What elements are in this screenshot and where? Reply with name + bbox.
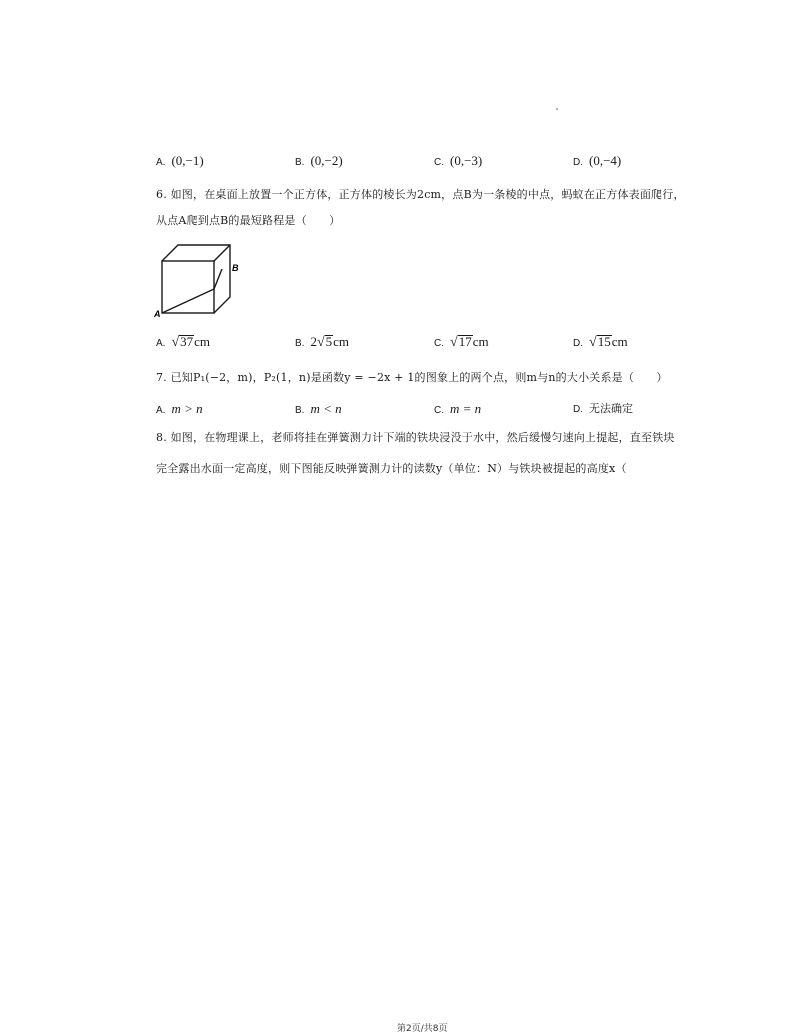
page-footer: 第2页/共8页 [397,1024,448,1034]
q5-option-a: A. (0,−1) [156,153,204,168]
q5-option-b: B. (0,−2) [295,153,343,168]
cube-front-face [162,261,214,313]
q7-option-b: B. m < n [295,401,342,416]
scan-speck [556,108,558,110]
q7-option-c: C. m = n [434,401,482,416]
q8-text-line2: 完全露出水面一定高度，则下图能反映弹簧测力计的读数y（单位：N）与铁块被提起的高度x（ [156,462,627,475]
cube-label-b: B [232,263,239,273]
cube-top-right-edge [214,245,230,261]
q7-option-d: D. 无法确定 [573,402,633,415]
q5-option-d: D. (0,−4) [573,153,622,168]
q7-option-a: A. m > n [156,401,203,416]
q6-option-b: B. 2√5cm [295,334,350,350]
q8-text-line1: 8. 如图，在物理课上，老师将挂在弹簧测力计下端的铁块浸没于水中，然后缓慢匀速向上提起，直至铁块 [156,431,675,444]
q6-option-d: D. √15cm [573,334,628,350]
q7-text: 7. 已知P₁(−2，m)，P₂(1，n)是函数y = −2x + 1的图象上的两个点，则m与n的大小关系是（ ） [156,371,668,384]
q6-option-c: C. √17cm [434,334,489,350]
cube-label-a: A [154,309,161,319]
cube-figure [154,241,240,319]
cube-path-segment [162,289,214,313]
q6-text-line2: 从点A爬到点B的最短路程是（ ） [156,214,341,227]
q6-text-line1: 6. 如图，在桌面上放置一个正方体，正方体的棱长为2cm，点B为一条棱的中点，蚂蚁在正方体表面爬行， [156,188,685,201]
q6-option-a: A. √37cm [156,334,211,350]
cube-path-segment [214,269,222,289]
q5-option-c: C. (0,−3) [434,153,483,168]
